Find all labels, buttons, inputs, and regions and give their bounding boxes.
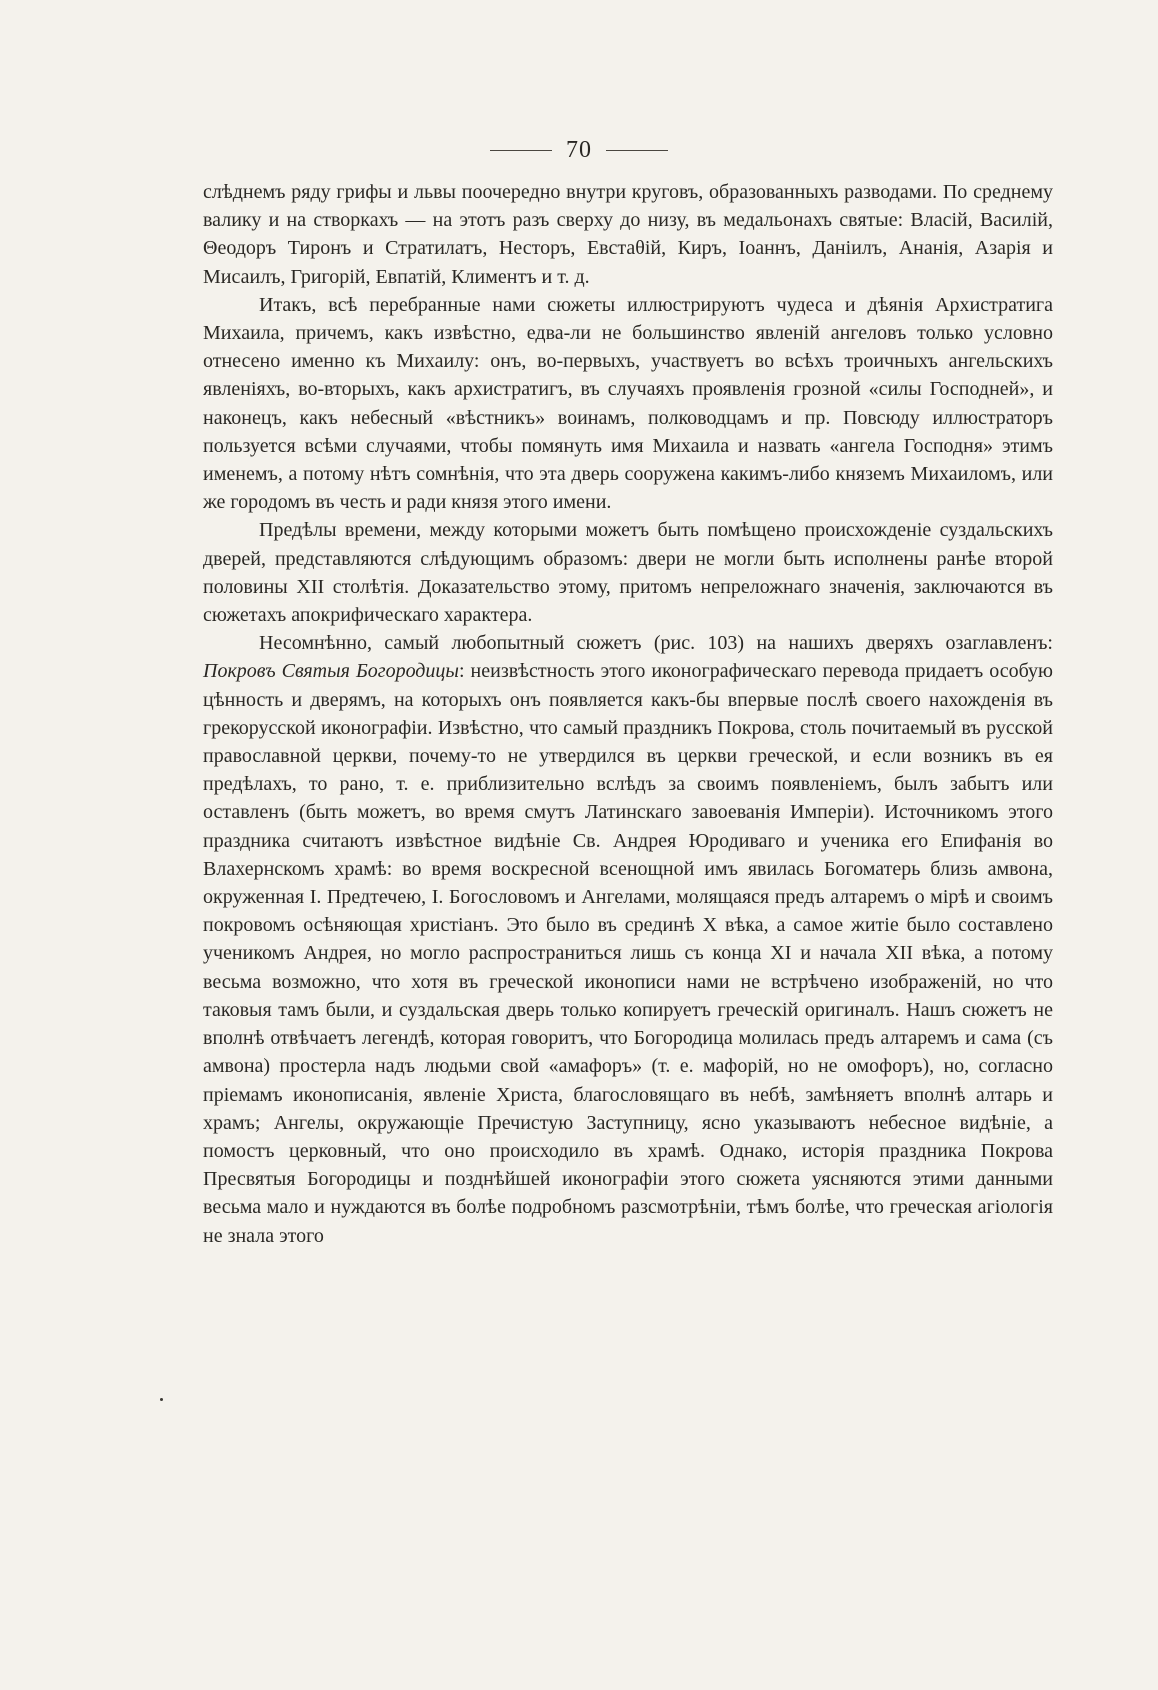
left-rule: [490, 150, 552, 151]
body-text: [203, 178, 1053, 1250]
paragraph-continued: слѣднемъ ряду грифы и львы поочередно внутри круговъ, образованныхъ разводами. По среднему валику и на створкахъ — на этотъ разъ сверху до низу, въ медальонахъ святые: Власій, Василій, Θеодоръ Тиронъ и Стратилатъ, Несторъ, Евстаθій, Киръ, Іоаннъ, Даніилъ, Ананія, Азарія и Мисаилъ, Григорій, Евпатій, Климентъ и т. д.: [203, 181, 1053, 288]
paragraph-dating: Предѣлы времени, между которыми можетъ быть помѣщено происхожденіе суздальскихъ дверей, представляются слѣдующимъ образомъ: двери не могли быть исполнены ранѣе второй половины XII столѣтія. Доказательство этому, притомъ непреложнаго значенія, заключаются въ сюжетахъ апокрифическаго характера.: [203, 519, 1053, 627]
print-speck: [160, 1398, 163, 1401]
page-number: 70: [566, 137, 592, 163]
paragraph-archangel-michael: Итакъ, всѣ перебранные нами сюжеты иллюстрируютъ чудеса и дѣянія Архистратига Михаила, причемъ, какъ извѣстно, едва-ли не большинство явленій ангеловъ только условно отнесено именно къ Михаилу: онъ, во-первыхъ, участвуетъ во всѣхъ троичныхъ ангельскихъ явленіяхъ, во-вторыхъ, какъ архистратигъ, въ случаяхъ проявленія грозной «силы Господней», и наконецъ, какъ небесный «вѣстникъ» воинамъ, полководцамъ и пр. Повсюду иллюстраторъ пользуется всѣми случаями, чтобы помянуть имя Михаила и назвать «ангела Господня» этимъ именемъ, а потому нѣтъ сомнѣнія, что эта дверь сооружена какимъ-либо княземъ Михаиломъ, или же городомъ въ честь и ради князя этого имени.: [203, 293, 1053, 514]
paragraph-pokrov: [203, 629, 1053, 1249]
page-header: [0, 138, 1158, 162]
paragraph-pokrov-rest: : неизвѣстность этого иконографическаго перевода придаетъ особую цѣнность и дверямъ, на которыхъ онъ появляется какъ-бы впервые послѣ своего нахожденія въ грекорусской иконографіи. Извѣстно, что самый праздникъ Покрова, столь почитаемый въ русской православной церкви, почему-то не утвердился въ церкви греческой, и если возникъ въ ея предѣлахъ, то рано, т. е. приблизительно вслѣдъ за своимъ появленіемъ, былъ забытъ или оставленъ (быть можетъ, во время смутъ Латинскаго завоеванія Имперіи). Источникомъ этого праздника считаютъ извѣстное видѣніе Св. Андрея Юродиваго и ученика его Епифанія во Влахернскомъ храмѣ: во время воскресной всенощной имъ явилась Богоматерь близь амвона, окруженная І. Предтечею, І. Богословомъ и Ангелами, молящаяся предъ алтаремъ о мірѣ и своимъ покровомъ осѣняющая христіанъ. Это было въ срединѣ X вѣка, а самое житіе было составлено ученикомъ Андрея, но могло распространиться лишь съ конца XI и начала XII вѣка, а потому весьма возможно, что хотя въ греческой иконописи нами не встрѣчено изображеній, но что таковыя тамъ были, и суздальская дверь только копируетъ греческій оригиналъ. Нашъ сюжетъ не вполнѣ отвѣчаетъ легендѣ, которая говоритъ, что Богородица молилась предъ алтаремъ и сама (съ амвона) простерла надъ людьми свой «амафоръ» (т. е. мафорій, но не омофоръ), но, согласно пріемамъ иконописанія, явленіе Христа, благословящаго въ небѣ, замѣняетъ вполнѣ алтарь и храмъ; Ангелы, окружающіе Пречистую Заступницу, ясно указываютъ небесное видѣніе, а помостъ церковный, что оно происходило въ храмѣ. Однако, исторія праздника Покрова Пресвятыя Богородицы и позднѣйшей иконографіи этого сюжета уясняются этими данными весьма мало и нуждаются въ болѣе подробномъ разсмотрѣніи, тѣмъ болѣе, что греческая агіологія не знала этого: [203, 660, 1053, 1247]
paragraph-pokrov-start: Несомнѣнно, самый любопытный сюжетъ (рис. 103) на нашихъ дверяхъ озаглавленъ:: [259, 632, 1053, 655]
right-rule: [606, 150, 668, 151]
pokrov-title: Покровъ Святыя Богородицы: [203, 660, 459, 683]
